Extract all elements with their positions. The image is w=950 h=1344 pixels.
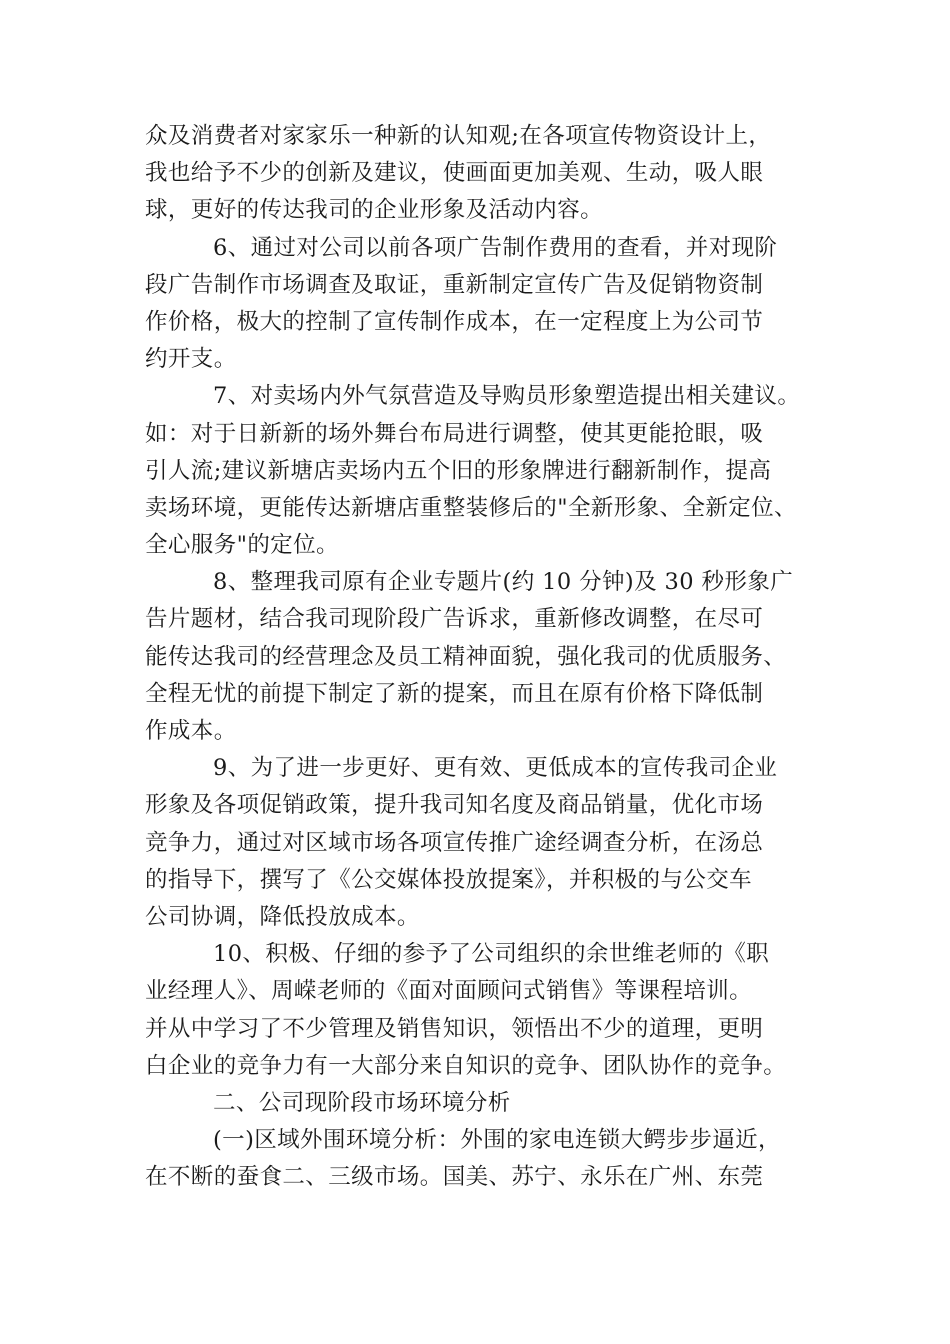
paragraph-first-line: 6、通过对公司以前各项广告制作费用的查看，并对现阶 <box>213 234 778 261</box>
text-line: 引人流;建议新塘店卖场内五个旧的形象牌进行翻新制作，提高 <box>145 457 772 484</box>
text-line: 在不断的蚕食二、三级市场。国美、苏宁、永乐在广州、东莞 <box>145 1164 764 1191</box>
text-line: 的指导下，撰写了《公交媒体投放提案》，并积极的与公交车 <box>145 866 753 893</box>
text-line: 段广告制作市场调查及取证，重新制定宣传广告及促销物资制 <box>145 271 764 298</box>
text-line: 形象及各项促销政策，提升我司知名度及商品销量，优化市场 <box>145 792 764 819</box>
text-line: 众及消费者对家家乐一种新的认知观;在各项宣传物资设计上， <box>145 123 772 149</box>
paragraph-first-line: 二、公司现阶段市场环境分析 <box>213 1089 511 1116</box>
text-line: 白企业的竞争力有一大部分来自知识的竞争、团队协作的竞争。 <box>145 1052 787 1079</box>
text-line: 全心服务"的定位。 <box>145 532 339 559</box>
text-line: 作成本。 <box>145 718 237 744</box>
paragraph-first-line: 10、积极、仔细的参予了公司组织的余世维老师的《职 <box>213 941 770 968</box>
paragraph-first-line: 9、为了进一步更好、更有效、更低成本的宣传我司企业 <box>213 755 778 782</box>
text-line: 卖场环境，更能传达新塘店重整装修后的"全新形象、全新定位、 <box>145 494 797 521</box>
text-line: 作价格，极大的控制了宣传制作成本，在一定程度上为公司节 <box>145 308 764 335</box>
document-body <box>145 118 825 1196</box>
text-line: 约开支。 <box>145 346 237 373</box>
text-line: 球，更好的传达我司的企业形象及活动内容。 <box>145 197 604 224</box>
paragraph-first-line: (一)区域外围环境分析：外围的家电连锁大鳄步步逼近， <box>213 1127 781 1154</box>
text-line: 告片题材，结合我司现阶段广告诉求，重新修改调整，在尽可 <box>145 606 764 633</box>
text-line: 如：对于日新新的场外舞台布局进行调整，使其更能抢眼，吸 <box>145 420 764 447</box>
text-line: 并从中学习了不少管理及销售知识，领悟出不少的道理，更明 <box>145 1015 764 1042</box>
text-line: 公司协调，降低投放成本。 <box>145 903 420 930</box>
paragraph-first-line: 7、对卖场内外气氛营造及导购员形象塑造提出相关建议。 <box>213 383 801 410</box>
paragraph-first-line: 8、整理我司原有企业专题片(约 10 分钟)及 30 秒形象广 <box>213 569 794 596</box>
text-line: 能传达我司的经营理念及员工精神面貌，强化我司的优质服务、 <box>145 643 787 670</box>
text-line: 全程无忧的前提下制定了新的提案，而且在原有价格下降低制 <box>145 680 764 707</box>
text-line: 我也给予不少的创新及建议，使画面更加美观、生动，吸人眼 <box>145 160 764 187</box>
text-line: 竞争力，通过对区域市场各项宣传推广途经调查分析，在汤总 <box>145 829 764 856</box>
text-line: 业经理人》、周嵘老师的《面对面顾问式销售》等课程培训。 <box>145 978 753 1005</box>
